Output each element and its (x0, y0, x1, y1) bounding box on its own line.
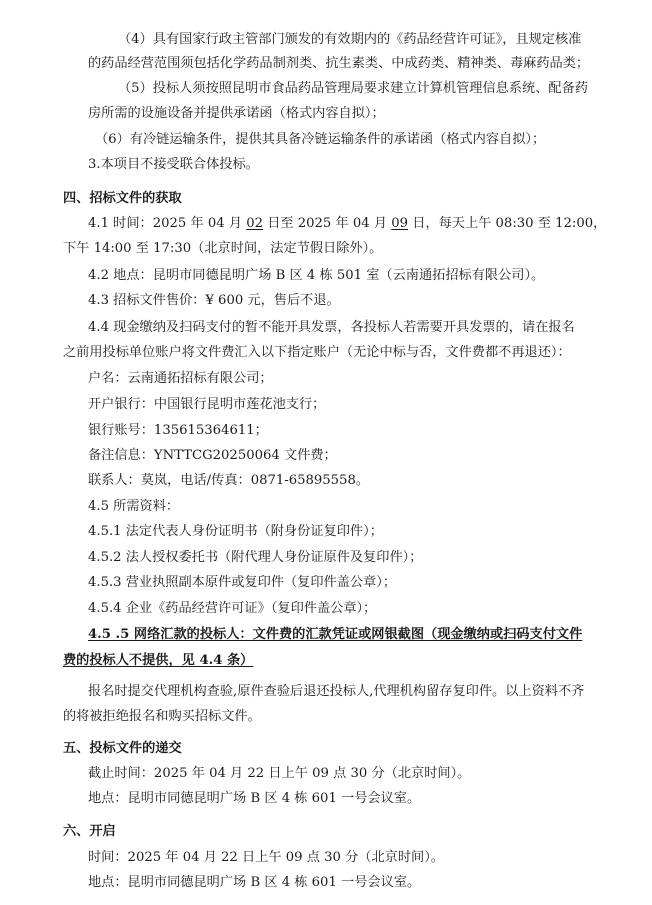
required-doc-4: 4.5.4 企业《药品经营许可证》（复印件盖公章）； (88, 601, 377, 616)
time-suffix: 日，每天上午 08:30 至 12:00， (408, 216, 607, 231)
submission-note-line-2: 的将被拒绝报名和购买招标文件。 (63, 709, 261, 724)
item-3: 3.本项目不接受联合体投标。 (88, 157, 259, 172)
section-6-heading: 六、开启 (63, 824, 116, 839)
item-6: （6）有冷链运输条件，提供其具备冷链运输条件的承诺函（格式内容自拟）； (95, 132, 546, 147)
time-end-day: 09 (391, 216, 409, 231)
bank-name: 开户银行：中国银行昆明市莲花池支行； (88, 397, 326, 412)
payment-note-line-1: 4.4 现金缴纳及扫码支付的暂不能开具发票，各投标人若需要开具发票的，请在报名 (88, 320, 575, 335)
required-doc-5-line-1: 4.5 .5 网络汇款的投标人：文件费的汇款凭证或网银截图（现金缴纳或扫码支付文件 (88, 627, 583, 642)
required-doc-2: 4.5.2 法人授权委托书（附代理人身份证原件及复印件）； (88, 550, 423, 565)
opening-time: 时间：2025 年 04 月 22 日上午 09 点 30 分（北京时间）。 (88, 850, 444, 865)
section-4-heading: 四、招标文件的获取 (63, 191, 182, 206)
contact-info: 联系人：莫岚，电话/传真：0871-65895558。 (88, 473, 370, 488)
section-5-heading: 五、投标文件的递交 (63, 741, 182, 756)
required-doc-5-line-2: 费的投标人不提供，见 4.4 条） (63, 653, 254, 668)
required-docs-title: 4.5 所需资料： (88, 499, 180, 514)
account-number: 银行账号：135615364611； (88, 423, 268, 438)
item-5-line-2: 房所需的设施设备并提供承诺函（格式内容自拟）； (88, 106, 385, 121)
required-doc-1: 4.5.1 法定代表人身份证明书（附身份证复印件）； (88, 524, 383, 539)
opening-location: 地点：昆明市同德昆明广场 B 区 4 栋 601 一号会议室。 (88, 875, 421, 890)
time-middle: 日至 2025 年 04 月 (263, 216, 392, 231)
remark-info: 备注信息：YNTTCG20250064 文件费； (88, 448, 337, 463)
account-name: 户名：云南通拓招标有限公司； (88, 371, 273, 386)
time-start-day: 02 (246, 216, 263, 231)
item-5-line-1: （5）投标人须按照昆明市食品药品管理局要求建立计算机管理信息系统、配备药 (118, 81, 588, 96)
acquisition-location: 4.2 地点：昆明市同德昆明广场 B 区 4 栋 501 室（云南通拓招标有限公司）。 (88, 268, 545, 283)
item-4-line-1: （4）具有国家行政主管部门颁发的有效期内的《药品经营许可证》，且规定核准 (118, 32, 582, 47)
time-prefix: 4.1 时间：2025 年 04 月 (88, 216, 247, 231)
submission-location: 地点：昆明市同德昆明广场 B 区 4 栋 601 一号会议室。 (88, 791, 421, 806)
payment-note-line-2: 之前用投标单位账户将文件费汇入以下指定账户（无论中标与否，文件费都不再退还）： (63, 345, 571, 360)
item-4-line-2: 的药品经营范围须包括化学药品制剂类、抗生素类、中成药类、精神类、毒麻药品类； (88, 56, 590, 71)
document-price: 4.3 招标文件售价：¥ 600 元，售后不退。 (88, 293, 340, 308)
acquisition-time-line-2: 下午 14:00 至 17:30（北京时间，法定节假日除外）。 (63, 241, 383, 256)
acquisition-time-line-1 (88, 215, 606, 232)
submission-note-line-1: 报名时提交代理机构查验,原件查验后退还投标人,代理机构留存复印件。以上资料不齐 (88, 684, 585, 699)
required-doc-3: 4.5.3 营业执照副本原件或复印件（复印件盖公章）； (88, 575, 397, 590)
submission-deadline: 截止时间：2025 年 04 月 22 日上午 09 点 30 分（北京时间）。 (88, 766, 471, 781)
